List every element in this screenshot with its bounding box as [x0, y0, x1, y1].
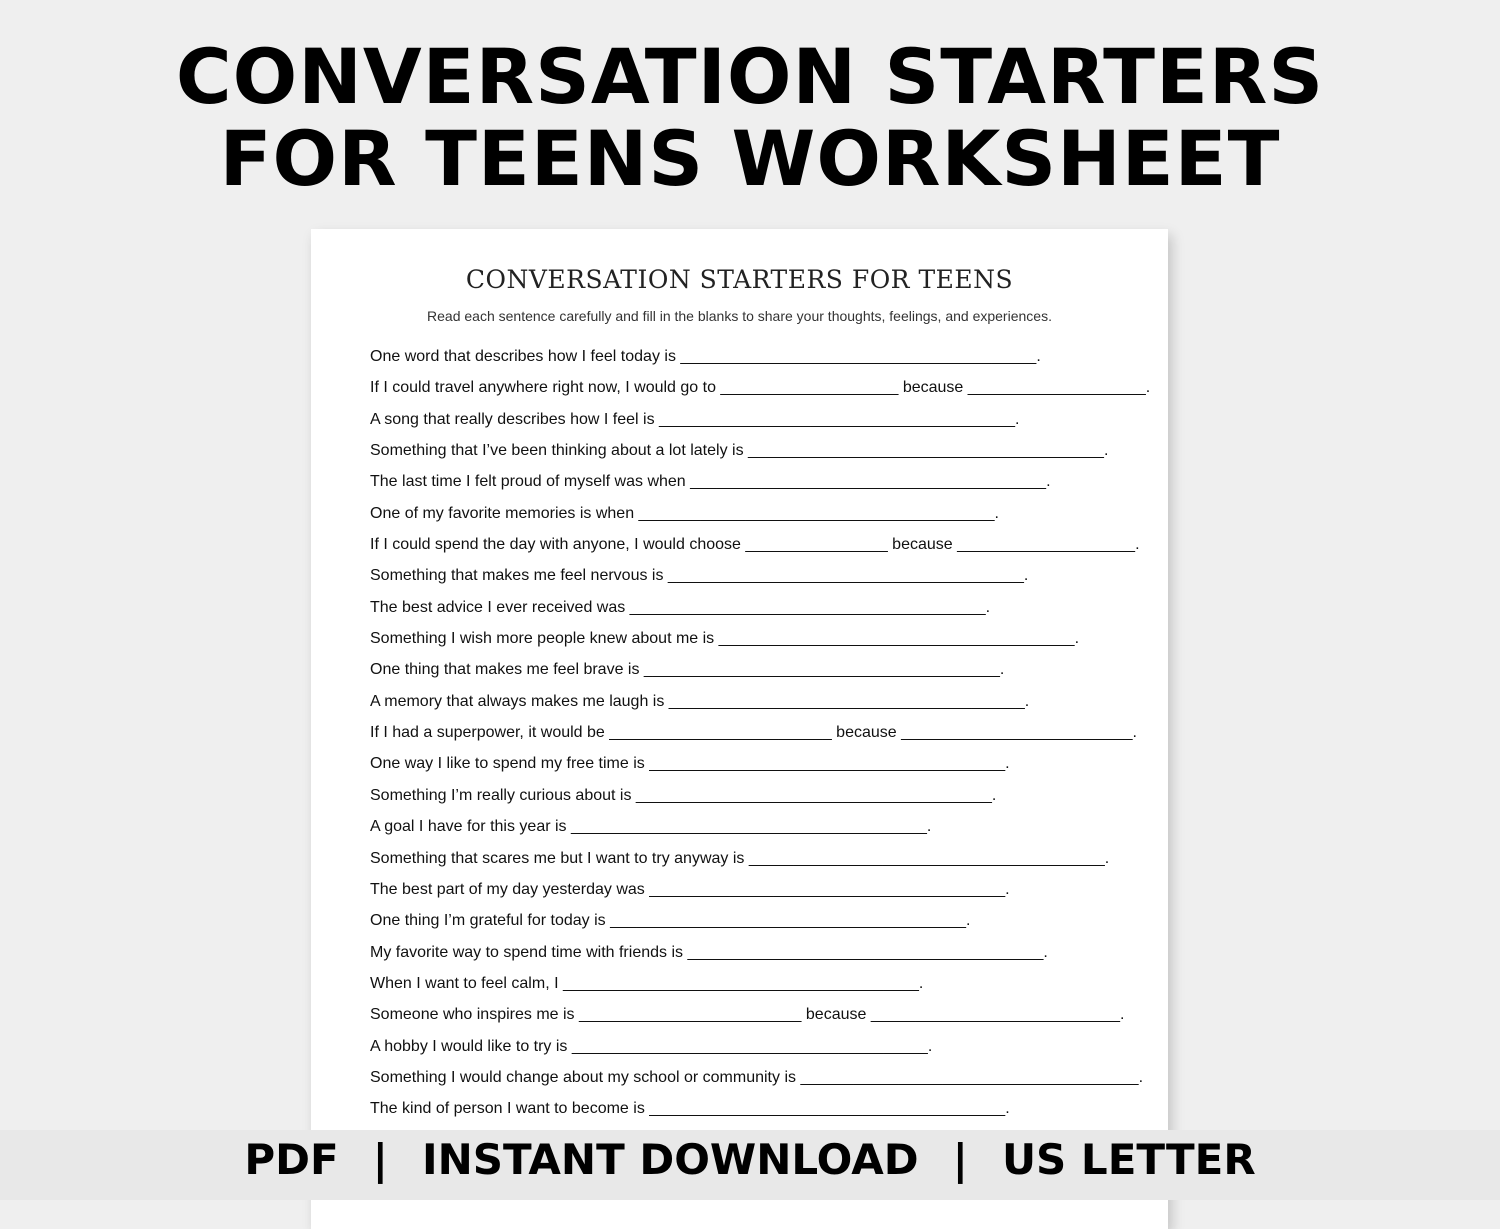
prompt-item: One word that describes how I feel today is ________________________________________. [370, 348, 1041, 365]
worksheet-title: CONVERSATION STARTERS FOR TEENS [465, 265, 1014, 294]
worksheet-instructions: Read each sentence carefully and fill in the blanks to share your thoughts, feelings, and experiences. [427, 308, 1052, 324]
prompt-item: My favorite way to spend time with friends is ________________________________________. [370, 943, 1048, 961]
prompt-item: One way I like to spend my free time is ________________________________________. [370, 755, 1010, 773]
prompt-item: If I could travel anywhere right now, I would go to ____________________ because ____________________. [370, 379, 1151, 397]
prompt-item: Something I’m really curious about is ________________________________________. [370, 786, 997, 804]
product-headline [0, 32, 1500, 203]
delivery-label: INSTANT DOWNLOAD [422, 1135, 919, 1184]
prompt-item: The best part of my day yesterday was ________________________________________. [370, 880, 1010, 898]
worksheet-preview [311, 229, 1168, 1229]
prompt-item: If I could spend the day with anyone, I would choose ________________ because ____________________. [370, 536, 1140, 554]
prompt-item: A memory that always makes me laugh is ________________________________________. [370, 692, 1030, 710]
prompt-item: If I had a superpower, it would be _________________________ because __________________________. [370, 724, 1137, 742]
prompt-item: One of my favorite memories is when ________________________________________. [370, 504, 999, 522]
prompt-item: Something I wish more people knew about me is ________________________________________. [370, 630, 1080, 648]
prompt-item: The last time I felt proud of myself was when ________________________________________. [370, 473, 1051, 491]
prompt-item: Someone who inspires me is _________________________ because ____________________________. [370, 1006, 1125, 1024]
product-info-bar [0, 1130, 1500, 1200]
prompt-item: Something that scares me but I want to try anyway is ________________________________________. [370, 849, 1110, 867]
prompt-item: One thing I’m grateful for today is ________________________________________. [370, 912, 971, 930]
separator: | [372, 1135, 388, 1184]
prompt-item: The kind of person I want to become is ________________________________________. [370, 1100, 1010, 1118]
prompt-item: A hobby I would like to try is ________________________________________. [370, 1037, 933, 1055]
paper-size-label: US LETTER [1001, 1135, 1256, 1184]
prompt-item: Something that I’ve been thinking about a lot lately is ________________________________________. [370, 442, 1109, 460]
separator: | [952, 1135, 968, 1184]
headline-line-1: CONVERSATION STARTERS [175, 32, 1325, 121]
format-label: PDF [244, 1135, 339, 1184]
prompt-item: The best advice I ever received was ________________________________________. [370, 598, 991, 616]
prompt-item: A song that really describes how I feel is ________________________________________. [370, 410, 1020, 428]
prompt-item: Something I would change about my school or community is ______________________________________. [370, 1068, 1144, 1086]
headline-line-2: FOR TEENS WORKSHEET [219, 114, 1281, 203]
prompt-item: One thing that makes me feel brave is ________________________________________. [370, 661, 1005, 679]
prompt-item: Something that makes me feel nervous is ________________________________________. [370, 567, 1029, 585]
prompt-list [370, 347, 1150, 1131]
prompt-item: When I want to feel calm, I ________________________________________. [370, 974, 924, 992]
prompt-item: A goal I have for this year is ________________________________________. [370, 818, 932, 836]
